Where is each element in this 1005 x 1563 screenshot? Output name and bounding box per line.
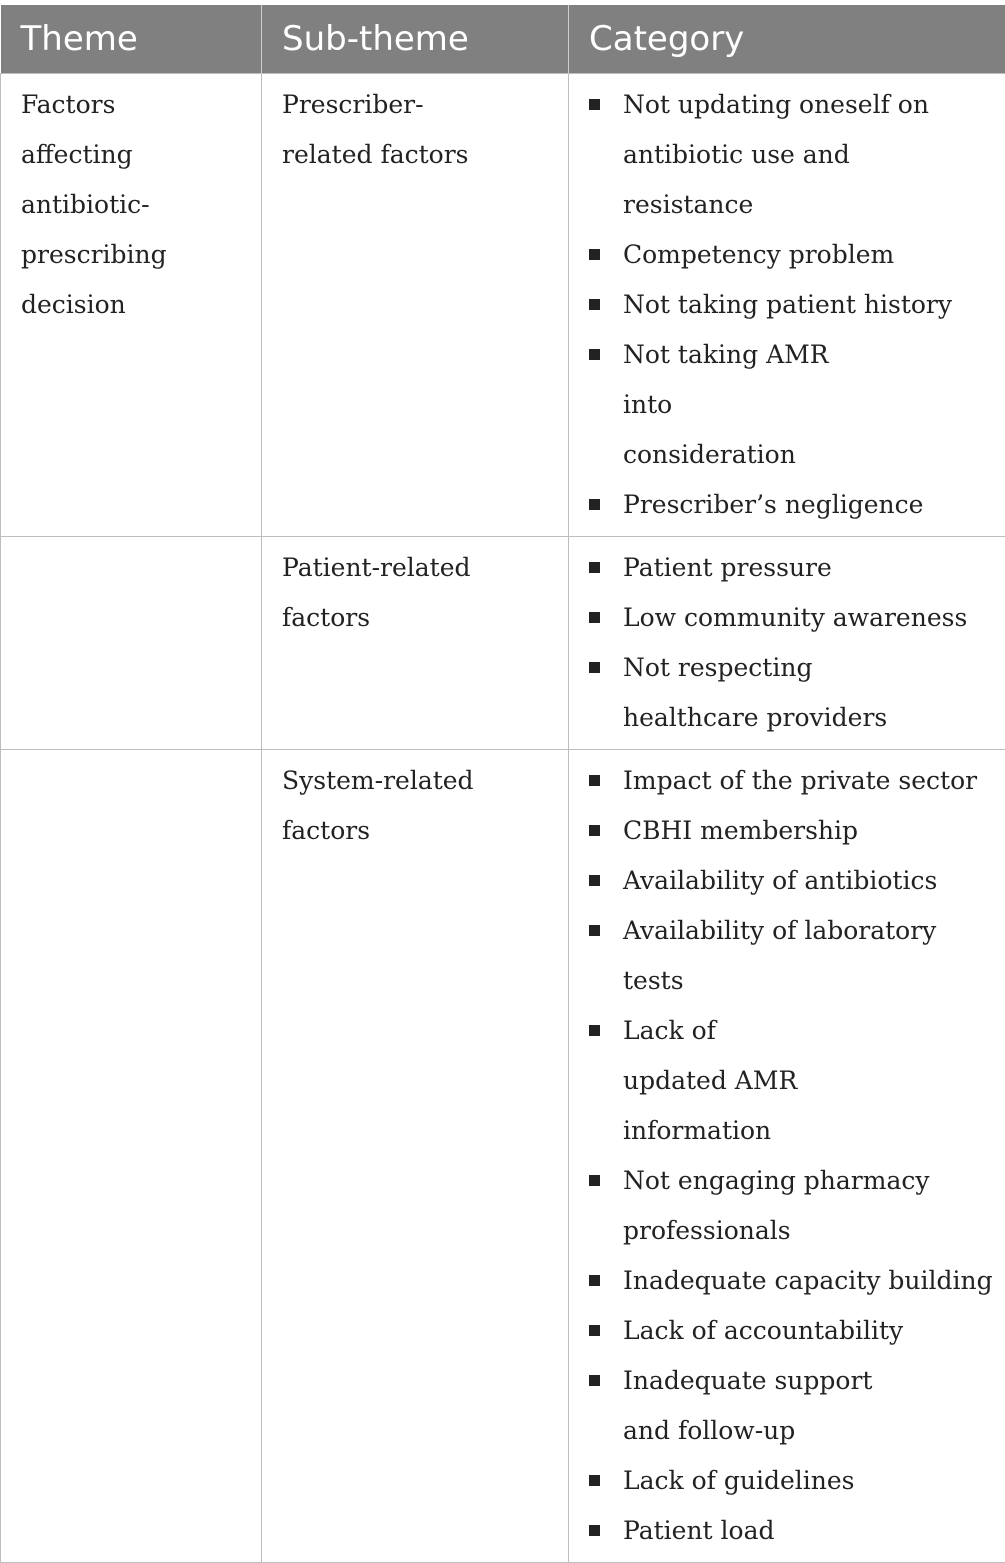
list-item: Prescriber’s negligence xyxy=(589,480,1001,530)
list-item: Lack of updated AMR information xyxy=(589,1006,1001,1156)
header-theme: Theme xyxy=(1,5,262,74)
table-row xyxy=(1,74,1005,537)
category-list xyxy=(589,543,1001,743)
list-item: Inadequate support and follow-up xyxy=(589,1356,1001,1456)
list-item: Impact of the private sector xyxy=(589,756,1001,806)
category-list xyxy=(589,80,1001,530)
category-cell xyxy=(569,537,1005,750)
themes-table xyxy=(0,5,1005,1563)
list-item: Not updating oneself on antibiotic use and resistance xyxy=(589,80,1001,230)
list-item: Not engaging pharmacy professionals xyxy=(589,1156,1001,1256)
list-item: Low community awareness xyxy=(589,593,1001,643)
subtheme-cell: Prescriber-related factors xyxy=(262,74,569,537)
list-item: Not taking patient history xyxy=(589,280,1001,330)
list-item: Availability of laboratory tests xyxy=(589,906,1001,1006)
table-row xyxy=(1,537,1005,750)
theme-cell xyxy=(1,750,262,1563)
header-category: Category xyxy=(569,5,1005,74)
header-row xyxy=(1,5,1005,74)
category-cell xyxy=(569,750,1005,1563)
list-item: CBHI membership xyxy=(589,806,1001,856)
list-item: Availability of antibiotics xyxy=(589,856,1001,906)
theme-cell: Factors affecting antibiotic-prescribing decision xyxy=(1,74,262,537)
list-item: Lack of accountability xyxy=(589,1306,1001,1356)
table-row xyxy=(1,750,1005,1563)
subtheme-cell: Patient-related factors xyxy=(262,537,569,750)
list-item: Not respecting healthcare providers xyxy=(589,643,1001,743)
list-item: Patient pressure xyxy=(589,543,1001,593)
theme-cell xyxy=(1,537,262,750)
list-item: Inadequate capacity building xyxy=(589,1256,1001,1306)
list-item: Patient load xyxy=(589,1506,1001,1556)
subtheme-cell: System-related factors xyxy=(262,750,569,1563)
category-list xyxy=(589,756,1001,1556)
list-item: Not taking AMR into consideration xyxy=(589,330,1001,480)
list-item: Competency problem xyxy=(589,230,1001,280)
category-cell xyxy=(569,74,1005,537)
list-item: Lack of guidelines xyxy=(589,1456,1001,1506)
header-subtheme: Sub-theme xyxy=(262,5,569,74)
